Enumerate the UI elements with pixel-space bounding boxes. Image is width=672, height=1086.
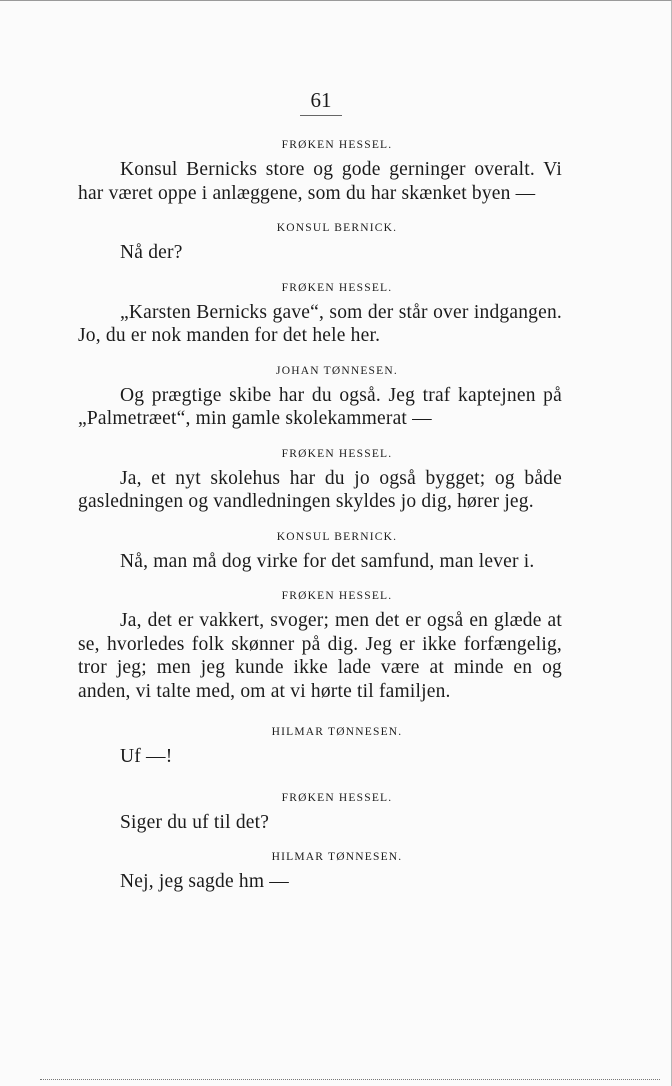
- speaker-name: FRØKEN HESSEL.: [281, 139, 393, 151]
- speaker-name: FRØKEN HESSEL.: [281, 791, 393, 804]
- speech-text: Ja, et nyt skolehus har du jo også bygget; og både gasledningen og vandledningen skyldes jo dig, hører jeg.: [78, 467, 562, 512]
- speech-text: „Karsten Bernicks gave“, som der står over indgangen. Jo, du er nok manden for det hele her.: [78, 301, 562, 346]
- speaker-name: HILMAR TØNNESEN.: [271, 851, 403, 863]
- speaker-name: JOHAN TØNNESEN.: [276, 364, 398, 377]
- speech-text: Nej, jeg sagde hm —: [120, 871, 289, 892]
- speaker-name: FRØKEN HESSEL.: [281, 281, 393, 294]
- page-number: 61: [300, 88, 342, 116]
- speaker-name: FRØKEN HESSEL.: [281, 590, 393, 602]
- speech-text: Nå, man må dog virke for det samfund, man lever i.: [120, 550, 535, 572]
- speech-text: Konsul Bernicks store og gode gerninger overalt. Vi har været oppe i anlæggene, som du har skænket byen —: [78, 159, 562, 204]
- speaker-name: KONSUL BERNICK.: [276, 222, 398, 234]
- speech-text: Uf —!: [120, 746, 173, 767]
- speaker-name: HILMAR TØNNESEN.: [271, 726, 403, 738]
- speaker-name: FRØKEN HESSEL.: [281, 447, 393, 460]
- speech-text: Og prægtige skibe har du også. Jeg traf kaptejnen på „Palmetræet“, min gamle skolekammerat —: [78, 384, 562, 429]
- speech-text: Siger du uf til det?: [120, 811, 270, 833]
- dialogue-body: [78, 138, 562, 910]
- speech-text: Ja, det er vakkert, svoger; men det er også en glæde at se, hvorledes folk skønner på dig. Jeg er ikke forfængelig, tror jeg; men jeg kunde ikke lade være at minde en og anden, vi talte med, om at vi hørte til familjen.: [78, 610, 562, 702]
- bottom-divider: [40, 1079, 660, 1080]
- speaker-name: KONSUL BERNICK.: [276, 530, 398, 543]
- speech-text: Nå der?: [120, 242, 183, 263]
